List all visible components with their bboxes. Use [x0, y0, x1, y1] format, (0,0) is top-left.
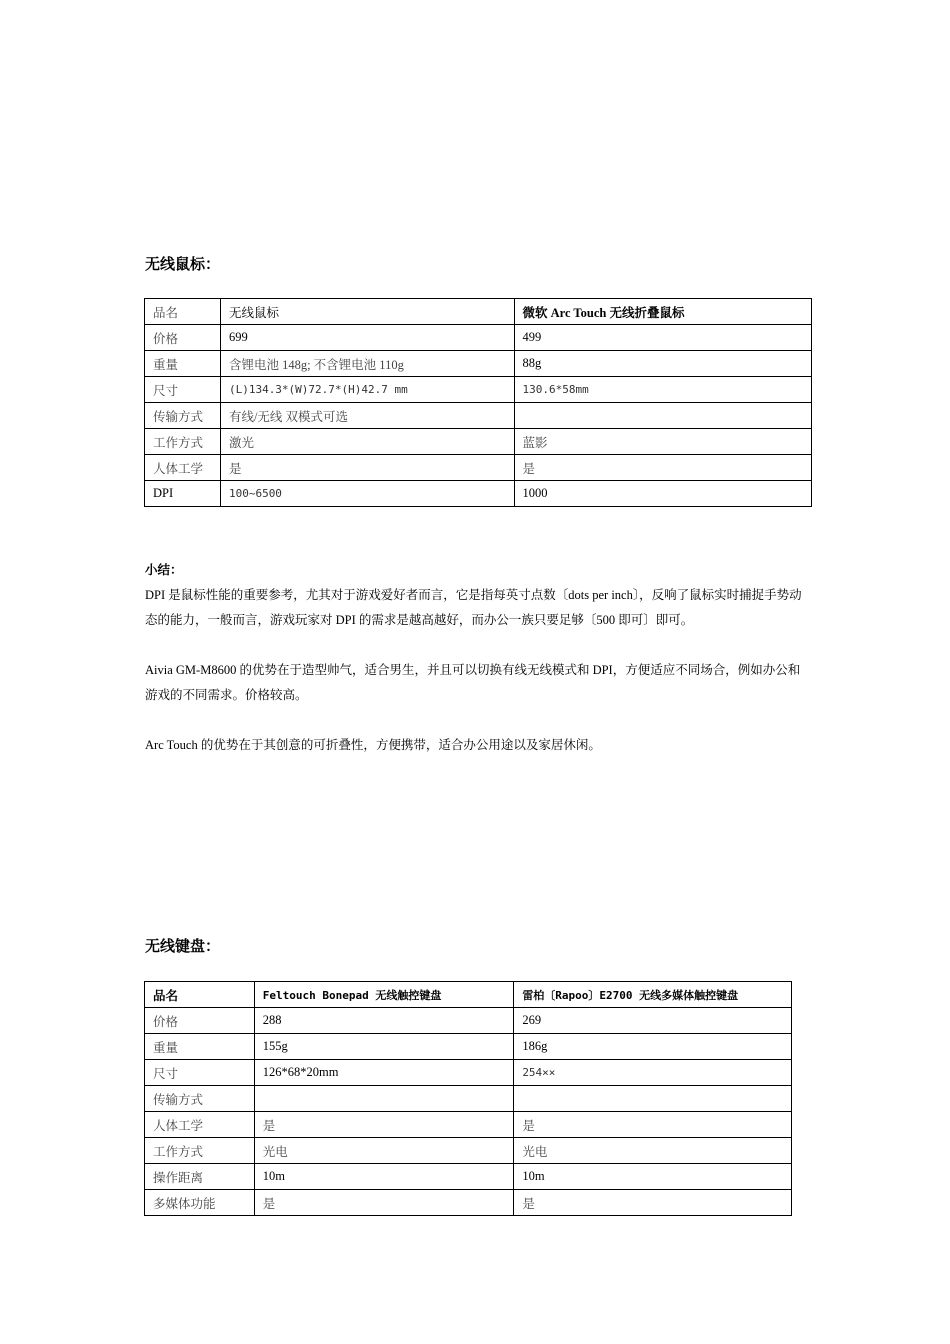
summary-title: 小结：	[145, 563, 183, 577]
cell-value-a: 是	[254, 1190, 514, 1216]
row-label: 重量	[145, 1034, 255, 1060]
cell-product-a: 无线鼠标	[220, 299, 514, 325]
mouse-spec-table	[144, 298, 812, 507]
table-row	[145, 377, 812, 403]
cell-value-b: 186g	[514, 1034, 792, 1060]
cell-value-a: 是	[220, 455, 514, 481]
table-row	[145, 403, 812, 429]
table-row	[145, 299, 812, 325]
keyboard-spec-table	[144, 981, 792, 1216]
cell-value-b	[514, 403, 811, 429]
keyboard-section-heading: 无线键盘：	[145, 939, 221, 955]
row-label: 重量	[145, 351, 221, 377]
row-label: 尺寸	[145, 377, 221, 403]
row-label: 价格	[145, 325, 221, 351]
summary-paragraph-dpi: DPI 是鼠标性能的重要参考，尤其对于游戏爱好者而言，它是指每英寸点数〔dots per inch〕，反响了鼠标实时捕捉手势动态的能力，一般而言，游戏玩家对 DPI 的需求是越高越好，而办公一族只要足够〔500 即可〕即可。	[145, 588, 802, 627]
cell-value-a: 10m	[254, 1164, 514, 1190]
row-label: 品名	[145, 299, 221, 325]
table-row	[145, 1190, 792, 1216]
cell-value-b: 是	[514, 1190, 792, 1216]
row-label: 多媒体功能	[145, 1190, 255, 1216]
cell-value-b	[514, 1086, 792, 1112]
cell-value-b: 蓝影	[514, 429, 811, 455]
row-label: 工作方式	[145, 1138, 255, 1164]
cell-value-a: 是	[254, 1112, 514, 1138]
row-label: 人体工学	[145, 1112, 255, 1138]
cell-value-b: 269	[514, 1008, 792, 1034]
cell-value-a: 含锂电池 148g; 不含锂电池 110g	[220, 351, 514, 377]
cell-value-a: 126*68*20mm	[254, 1060, 514, 1086]
mouse-section-heading: 无线鼠标：	[145, 257, 221, 273]
summary-paragraph-aivia: Aivia GM-M8600 的优势在于造型帅气，适合男生，并且可以切换有线无线模式和 DPI，方便适应不同场合，例如办公和游戏的不同需求。价格较高。	[145, 663, 801, 702]
row-label: 价格	[145, 1008, 255, 1034]
table-row	[145, 429, 812, 455]
cell-value-a: 288	[254, 1008, 514, 1034]
row-label: 工作方式	[145, 429, 221, 455]
cell-product-b: 雷柏〔Rapoo〕E2700 无线多媒体触控键盘	[514, 982, 792, 1008]
table-row	[145, 1008, 792, 1034]
table-row	[145, 481, 812, 507]
cell-value-b: 130.6*58mm	[514, 377, 811, 403]
cell-value-b: 499	[514, 325, 811, 351]
cell-value-a	[254, 1086, 514, 1112]
row-label: DPI	[145, 481, 221, 507]
summary-paragraph-arc-touch: Arc Touch 的优势在于其创意的可折叠性，方便携带，适合办公用途以及家居休闲。	[145, 738, 601, 752]
cell-value-b: 1000	[514, 481, 811, 507]
cell-value-a: 激光	[220, 429, 514, 455]
cell-value-a: 699	[220, 325, 514, 351]
table-row	[145, 1164, 792, 1190]
cell-value-a: 光电	[254, 1138, 514, 1164]
cell-value-a: 100~6500	[220, 481, 514, 507]
cell-value-a: 有线/无线 双模式可选	[220, 403, 514, 429]
row-label: 操作距离	[145, 1164, 255, 1190]
table-row	[145, 982, 792, 1008]
table-row	[145, 455, 812, 481]
cell-value-b: 是	[514, 455, 811, 481]
table-row	[145, 1034, 792, 1060]
table-row	[145, 325, 812, 351]
cell-value-b: 88g	[514, 351, 811, 377]
row-label: 人体工学	[145, 455, 221, 481]
table-row	[145, 1138, 792, 1164]
cell-value-b: 光电	[514, 1138, 792, 1164]
summary-block	[145, 558, 805, 758]
table-row	[145, 351, 812, 377]
cell-value-b: 10m	[514, 1164, 792, 1190]
cell-product-a: Feltouch Bonepad 无线触控键盘	[254, 982, 514, 1008]
table-row	[145, 1112, 792, 1138]
cell-value-b: 254××	[514, 1060, 792, 1086]
cell-value-a: (L)134.3*(W)72.7*(H)42.7 mm	[220, 377, 514, 403]
row-label: 品名	[145, 982, 255, 1008]
cell-value-a: 155g	[254, 1034, 514, 1060]
cell-value-b: 是	[514, 1112, 792, 1138]
table-row	[145, 1060, 792, 1086]
table-row	[145, 1086, 792, 1112]
row-label: 传输方式	[145, 1086, 255, 1112]
row-label: 传输方式	[145, 403, 221, 429]
row-label: 尺寸	[145, 1060, 255, 1086]
cell-product-b: 微软 Arc Touch 无线折叠鼠标	[514, 299, 811, 325]
